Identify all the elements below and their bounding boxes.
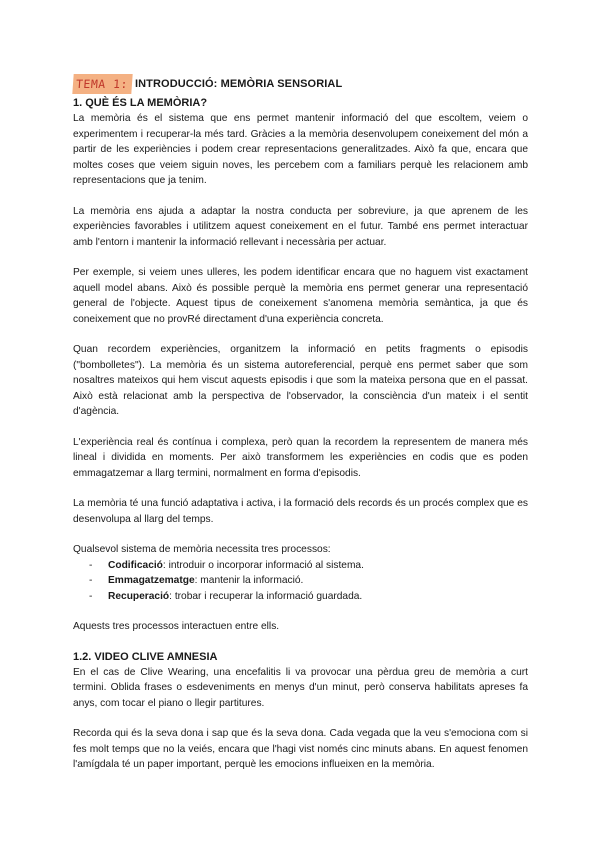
document-page [73,73,528,773]
paragraph: La memòria té una funció adaptativa i activa, i la formació dels records és un procés complex que es desenvolupa al llarg del temps. [73,498,528,525]
list-item [89,589,528,605]
paragraph: L'experiència real és contínua i complexa, però quan la recordem la representem de manera més lineal i dividida en moments. Per això transformem les experiències en codis que es poden emmagatzemar a llarg termini, normalment en forma d'episodis. [73,436,528,479]
paragraph: Quan recordem experiències, organitzem la informació en petits fragments o episodis ("bombolletes"). La memòria és un sistema autoreferencial, perquè ens permet saber que som nosaltres mateixos qui hem viscut aquests episodis i que som la mateixa persona que en el passat. Això està relacionat amb la perspectiva de l'observador, la consciència d'un mateix i el sentit d'agència. [73,344,528,417]
process-term: Emmagatzematge [108,575,195,586]
paragraph: En el cas de Clive Wearing, una encefalitis li va provocar una pèrdua greu de memòria a curt termini. Oblida frases o esdeveniments en menys d'un minut, però conserva habilitats apreses fa anys, com tocar el piano o llegir partitures. [73,666,528,709]
processes-list [73,558,528,605]
list-dash: - [89,559,93,571]
list-dash: - [89,575,93,586]
paragraph: La memòria és el sistema que ens permet mantenir informació del que escoltem, veiem o experimentem i recuperar-la més tard. Gràcies a la memòria desenvolupem coneixement del món a partir de les experiències i podem crear representacions generalitzades. Això fa que, encara que moltes coses que veiem siguin noves, les percebem com a familiars perquè les relacionem amb representacions que ja tenim. [73,113,528,186]
processes-intro: Qualsevol sistema de memòria necessita tres processos: [73,544,331,555]
section-heading-1: 1. QUÈ ÉS LA MEMÒRIA? [73,97,208,109]
process-description: : introduir o incorporar informació al sistema. [162,559,364,571]
document-header [73,73,528,95]
process-description: : mantenir la informació. [194,575,304,586]
process-term: Codificació [108,559,163,571]
section-heading-2: 1.2. VIDEO CLIVE AMNESIA [73,650,218,663]
process-term: Recuperació [108,590,170,602]
list-item [89,558,528,574]
paragraph: La memòria ens ajuda a adaptar la nostra conducta per sobreviure, ja que aprenem de les experiències favorables i utilitzem aquest coneixement en el futur. També ens permet interactuar amb l'entorn i mantenir la informació rellevant i necessària per actuar. [73,205,528,248]
topic-tag: TEMA 1: [72,74,132,94]
list-dash: - [89,590,93,602]
paragraph: Recorda qui és la seva dona i sap que és la seva dona. Cada vegada que la veu s'emociona com si fes molt temps que no la veiés, encara que l'hagi vist només cinc minuts abans. En aquest fenomen l'amígdala té un paper important, perquè les emocions influeixen en la memòria. [73,728,528,770]
process-description: : trobar i recuperar la informació guardada. [169,590,363,602]
list-item [89,573,528,589]
paragraph: Per exemple, si veiem unes ulleres, les podem identificar encara que no haguem vist exactament aquell model abans. Això és possible perquè la memòria ens permet generar una representació general de l'objecte. Aquest tipus de coneixement s'anomena memòria semàntica, ja que és coneixement que no provRé directament d'una experiència concreta. [73,267,528,325]
document-title: INTRODUCCIÓ: MEMÒRIA SENSORIAL [134,78,343,90]
processes-outro: Aquests tres processos interactuen entre ells. [73,621,280,632]
